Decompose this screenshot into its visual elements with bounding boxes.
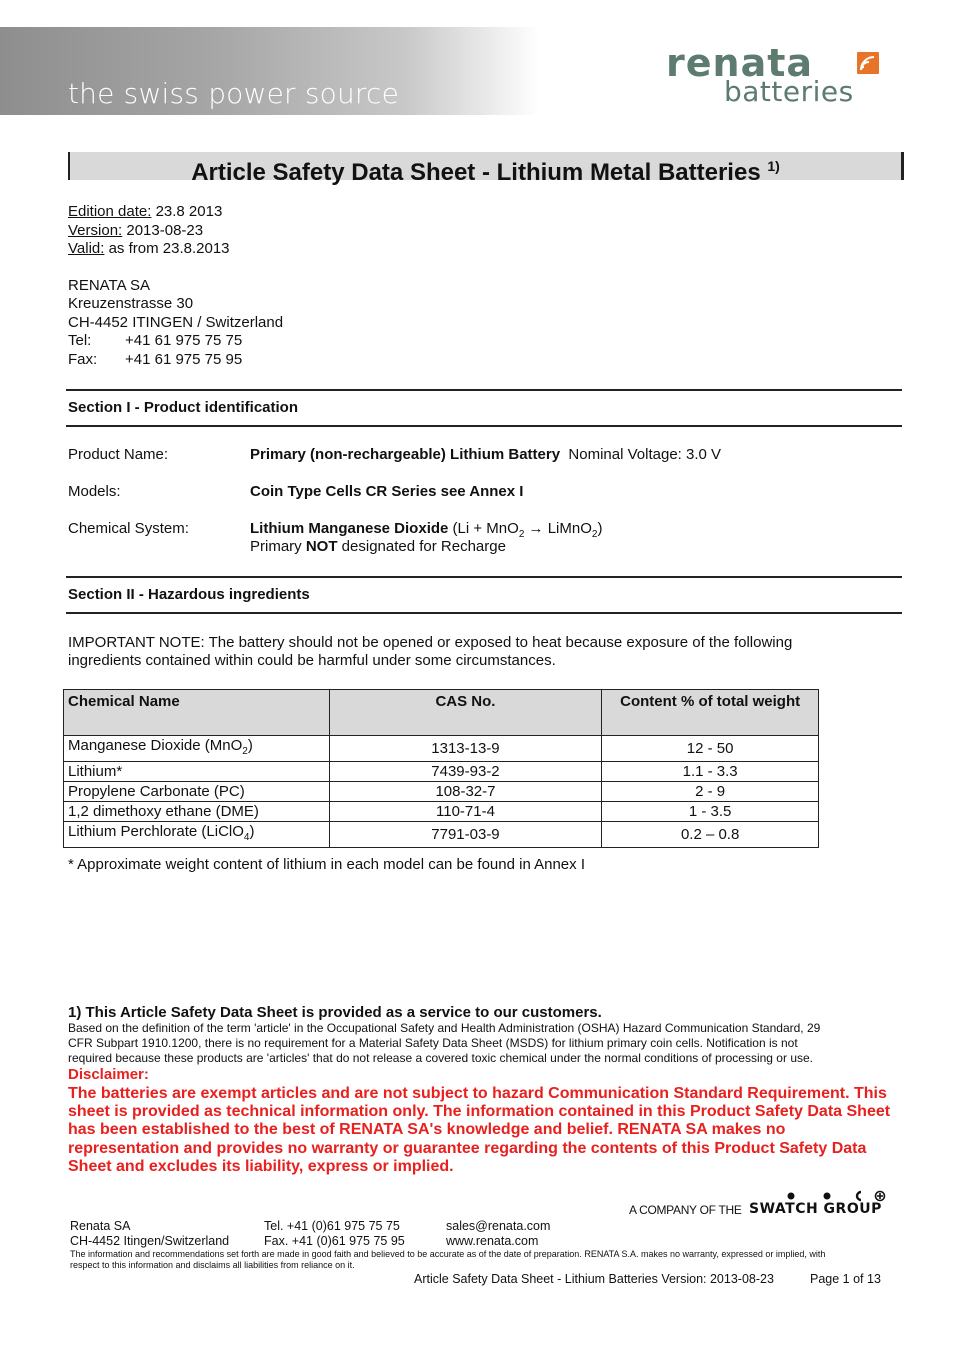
product-name-text: Primary (non-rechargeable) Lithium Battery <box>250 446 561 463</box>
header-cas-no: CAS No. <box>329 690 602 736</box>
footer-page-number: Page 1 of 13 <box>810 1272 881 1286</box>
edition-label: Edition date: <box>68 203 152 220</box>
formula-part: LiMnO <box>547 520 592 537</box>
important-note-line1: IMPORTANT NOTE: The battery should not be opened or exposed to heat because exposure of the following <box>68 634 793 651</box>
section1-top-rule <box>66 389 902 391</box>
company-fax-value: +41 61 975 75 95 <box>125 351 243 368</box>
product-name-value <box>250 446 721 465</box>
section2-bottom-rule <box>66 612 902 614</box>
recharge-not: NOT <box>305 538 338 555</box>
header-content: Content % of total weight <box>602 690 819 736</box>
swatch-name: SWATCH GROUP <box>749 1201 882 1217</box>
content-cell: 1.1 - 3.3 <box>602 762 819 782</box>
table-row <box>64 802 819 822</box>
footer-fax: Fax. +41 (0)61 975 75 95 <box>264 1234 405 1248</box>
disclaimer-line: The batteries are exempt articles and are not subject to hazard Communication Standard Requirement. This <box>68 1085 887 1102</box>
models-value: Coin Type Cells CR Series see Annex I <box>250 483 524 500</box>
disclaimer-line: has been established to the best of RENATA SA's knowledge and belief. RENATA SA makes no <box>68 1121 786 1138</box>
footnote-heading: 1) This Article Safety Data Sheet is provided as a service to our customers. <box>68 1004 602 1021</box>
chemical-name: Propylene Carbonate (PC) <box>68 783 245 800</box>
title-footnote-mark: 1) <box>767 158 780 174</box>
chemical-name-cell <box>64 762 330 782</box>
chemical-end: ) <box>247 737 253 754</box>
recharge-text: Primary <box>250 538 306 555</box>
section2-top-rule <box>66 576 902 578</box>
chemical-sub: 4 <box>243 832 250 843</box>
company-name: RENATA SA <box>68 277 150 294</box>
version-line <box>68 222 203 241</box>
edition-value: 23.8 2013 <box>151 203 223 220</box>
cas-cell: 108-32-7 <box>329 782 602 802</box>
chemical-name-cell <box>64 736 330 762</box>
table-row <box>64 822 819 848</box>
cas-cell: 1313-13-9 <box>329 736 602 762</box>
section1-bottom-rule <box>66 425 902 427</box>
logo-batteries: batteries <box>724 75 854 108</box>
disclaimer-line: representation and provides no warranty or guarantee regarding the contents of this Product Safety Data <box>68 1140 867 1157</box>
formula-sub: 2 <box>591 529 598 540</box>
formula-sub: 2 <box>518 529 525 540</box>
chemical-name: 1,2 dimethoxy ethane (DME) <box>68 803 259 820</box>
footer-tel: Tel. +41 (0)61 975 75 75 <box>264 1219 400 1233</box>
footer-website[interactable]: www.renata.com <box>446 1234 539 1248</box>
content-cell: 1 - 3.5 <box>602 802 819 822</box>
chemical-name: Lithium Perchlorate (LiClO <box>68 823 244 840</box>
footnote-body-line: CFR Subpart 1910.1200, there is no requirement for a Material Safety Data Sheet (MSDS) for lithium primary coin cells. Notification is not <box>68 1036 798 1050</box>
swatch-prefix: A COMPANY OF THE <box>629 1203 742 1217</box>
chemical-system-label: Chemical System: <box>68 520 189 537</box>
title-text: Article Safety Data Sheet - Lithium Metal Batteries <box>191 159 761 186</box>
formula-part: ) <box>597 520 603 537</box>
chemical-name: Lithium* <box>68 763 123 780</box>
valid-line <box>68 240 230 259</box>
section2-heading: Section II - Hazardous ingredients <box>68 586 310 603</box>
section1-heading: Section I - Product identification <box>68 399 299 416</box>
edition-line <box>68 203 222 222</box>
footer-doc-ref: Article Safety Data Sheet - Lithium Batteries Version: 2013-08-23 <box>414 1272 774 1286</box>
version-label: Version: <box>68 222 123 239</box>
footnote-body-line: Based on the definition of the term 'article' in the Occupational Safety and Health Administration (OSHA) Hazard Communication Standard, 29 <box>68 1021 821 1035</box>
footer-legal <box>70 1249 890 1271</box>
footnote-body-line: required because these products are 'articles' that do not release a covered toxic chemical under the normal conditions of processing or use. <box>68 1051 813 1065</box>
product-name-label: Product Name: <box>68 446 169 463</box>
tagline: the swiss power source <box>68 77 400 110</box>
table-header-row <box>64 690 819 736</box>
footer-legal-line: The information and recommendations set forth are made in good faith and believed to be accurate as of the date of preparation. RENATA S.A. makes no warranty, expressed or implied, with <box>70 1249 826 1259</box>
document-title <box>70 152 901 187</box>
chemical-name: Manganese Dioxide (MnO <box>68 737 243 754</box>
cas-cell: 110-71-4 <box>329 802 602 822</box>
footer-legal-line: respect to this information and disclaims all liabilities from reliance on it. <box>70 1260 355 1270</box>
content-cell: 2 - 9 <box>602 782 819 802</box>
recharge-text: designated for Recharge <box>337 538 506 555</box>
footer-city: CH-4452 Itingen/Switzerland <box>70 1234 230 1248</box>
disclaimer-line: sheet is provided as technical information only. The information contained in this Product Safety Data Sheet <box>68 1103 891 1120</box>
renata-logo <box>666 41 906 108</box>
chemical-sub: 2 <box>242 746 248 757</box>
company-city: CH-4452 ITINGEN / Switzerland <box>68 314 284 331</box>
nominal-voltage: Nominal Voltage: 3.0 V <box>568 446 722 463</box>
chemical-name-cell <box>64 782 330 802</box>
footnote-body <box>68 1021 888 1066</box>
valid-label: Valid: <box>68 240 105 257</box>
company-street: Kreuzenstrasse 30 <box>68 295 194 312</box>
chemical-name-cell <box>64 822 330 848</box>
footer-company: Renata SA <box>70 1219 131 1233</box>
formula-part: (Li + MnO <box>448 520 519 537</box>
chemical-name-cell <box>64 802 330 822</box>
logo-renata: renata <box>666 41 814 85</box>
cas-cell: 7439-93-2 <box>329 762 602 782</box>
table-row <box>64 736 819 762</box>
company-fax-label: Fax: <box>68 351 98 368</box>
version-value: 2013-08-23 <box>122 222 204 239</box>
arrow-icon: → <box>524 520 548 537</box>
asterisk-note: * Approximate weight content of lithium in each model can be found in Annex I <box>68 856 585 873</box>
recharge-note <box>250 538 506 557</box>
chemical-system-name: Lithium Manganese Dioxide <box>250 520 449 537</box>
table-row <box>64 782 819 802</box>
document-title-bar <box>68 152 904 186</box>
chemical-end: ) <box>249 823 255 840</box>
cas-cell: 7791-03-9 <box>329 822 602 848</box>
swatch-group-logo <box>629 1190 889 1216</box>
ingredients-table <box>63 689 819 848</box>
models-label: Models: <box>68 483 121 500</box>
company-tel-value: +41 61 975 75 75 <box>125 332 243 349</box>
signal-waves-icon <box>856 49 882 77</box>
content-cell: 12 - 50 <box>602 736 819 762</box>
disclaimer-label: Disclaimer: <box>68 1066 149 1083</box>
important-note-line2: ingredients contained within could be harmful under some circumstances. <box>68 652 556 669</box>
disclaimer-line: Sheet and excludes its liability, express or implied. <box>68 1158 454 1175</box>
header-banner <box>0 27 540 115</box>
company-tel-label: Tel: <box>68 332 92 349</box>
table-row <box>64 762 819 782</box>
footer-email[interactable]: sales@renata.com <box>446 1219 551 1233</box>
header-chemical-name: Chemical Name <box>64 690 330 736</box>
valid-value: as from 23.8.2013 <box>104 240 230 257</box>
content-cell: 0.2 – 0.8 <box>602 822 819 848</box>
